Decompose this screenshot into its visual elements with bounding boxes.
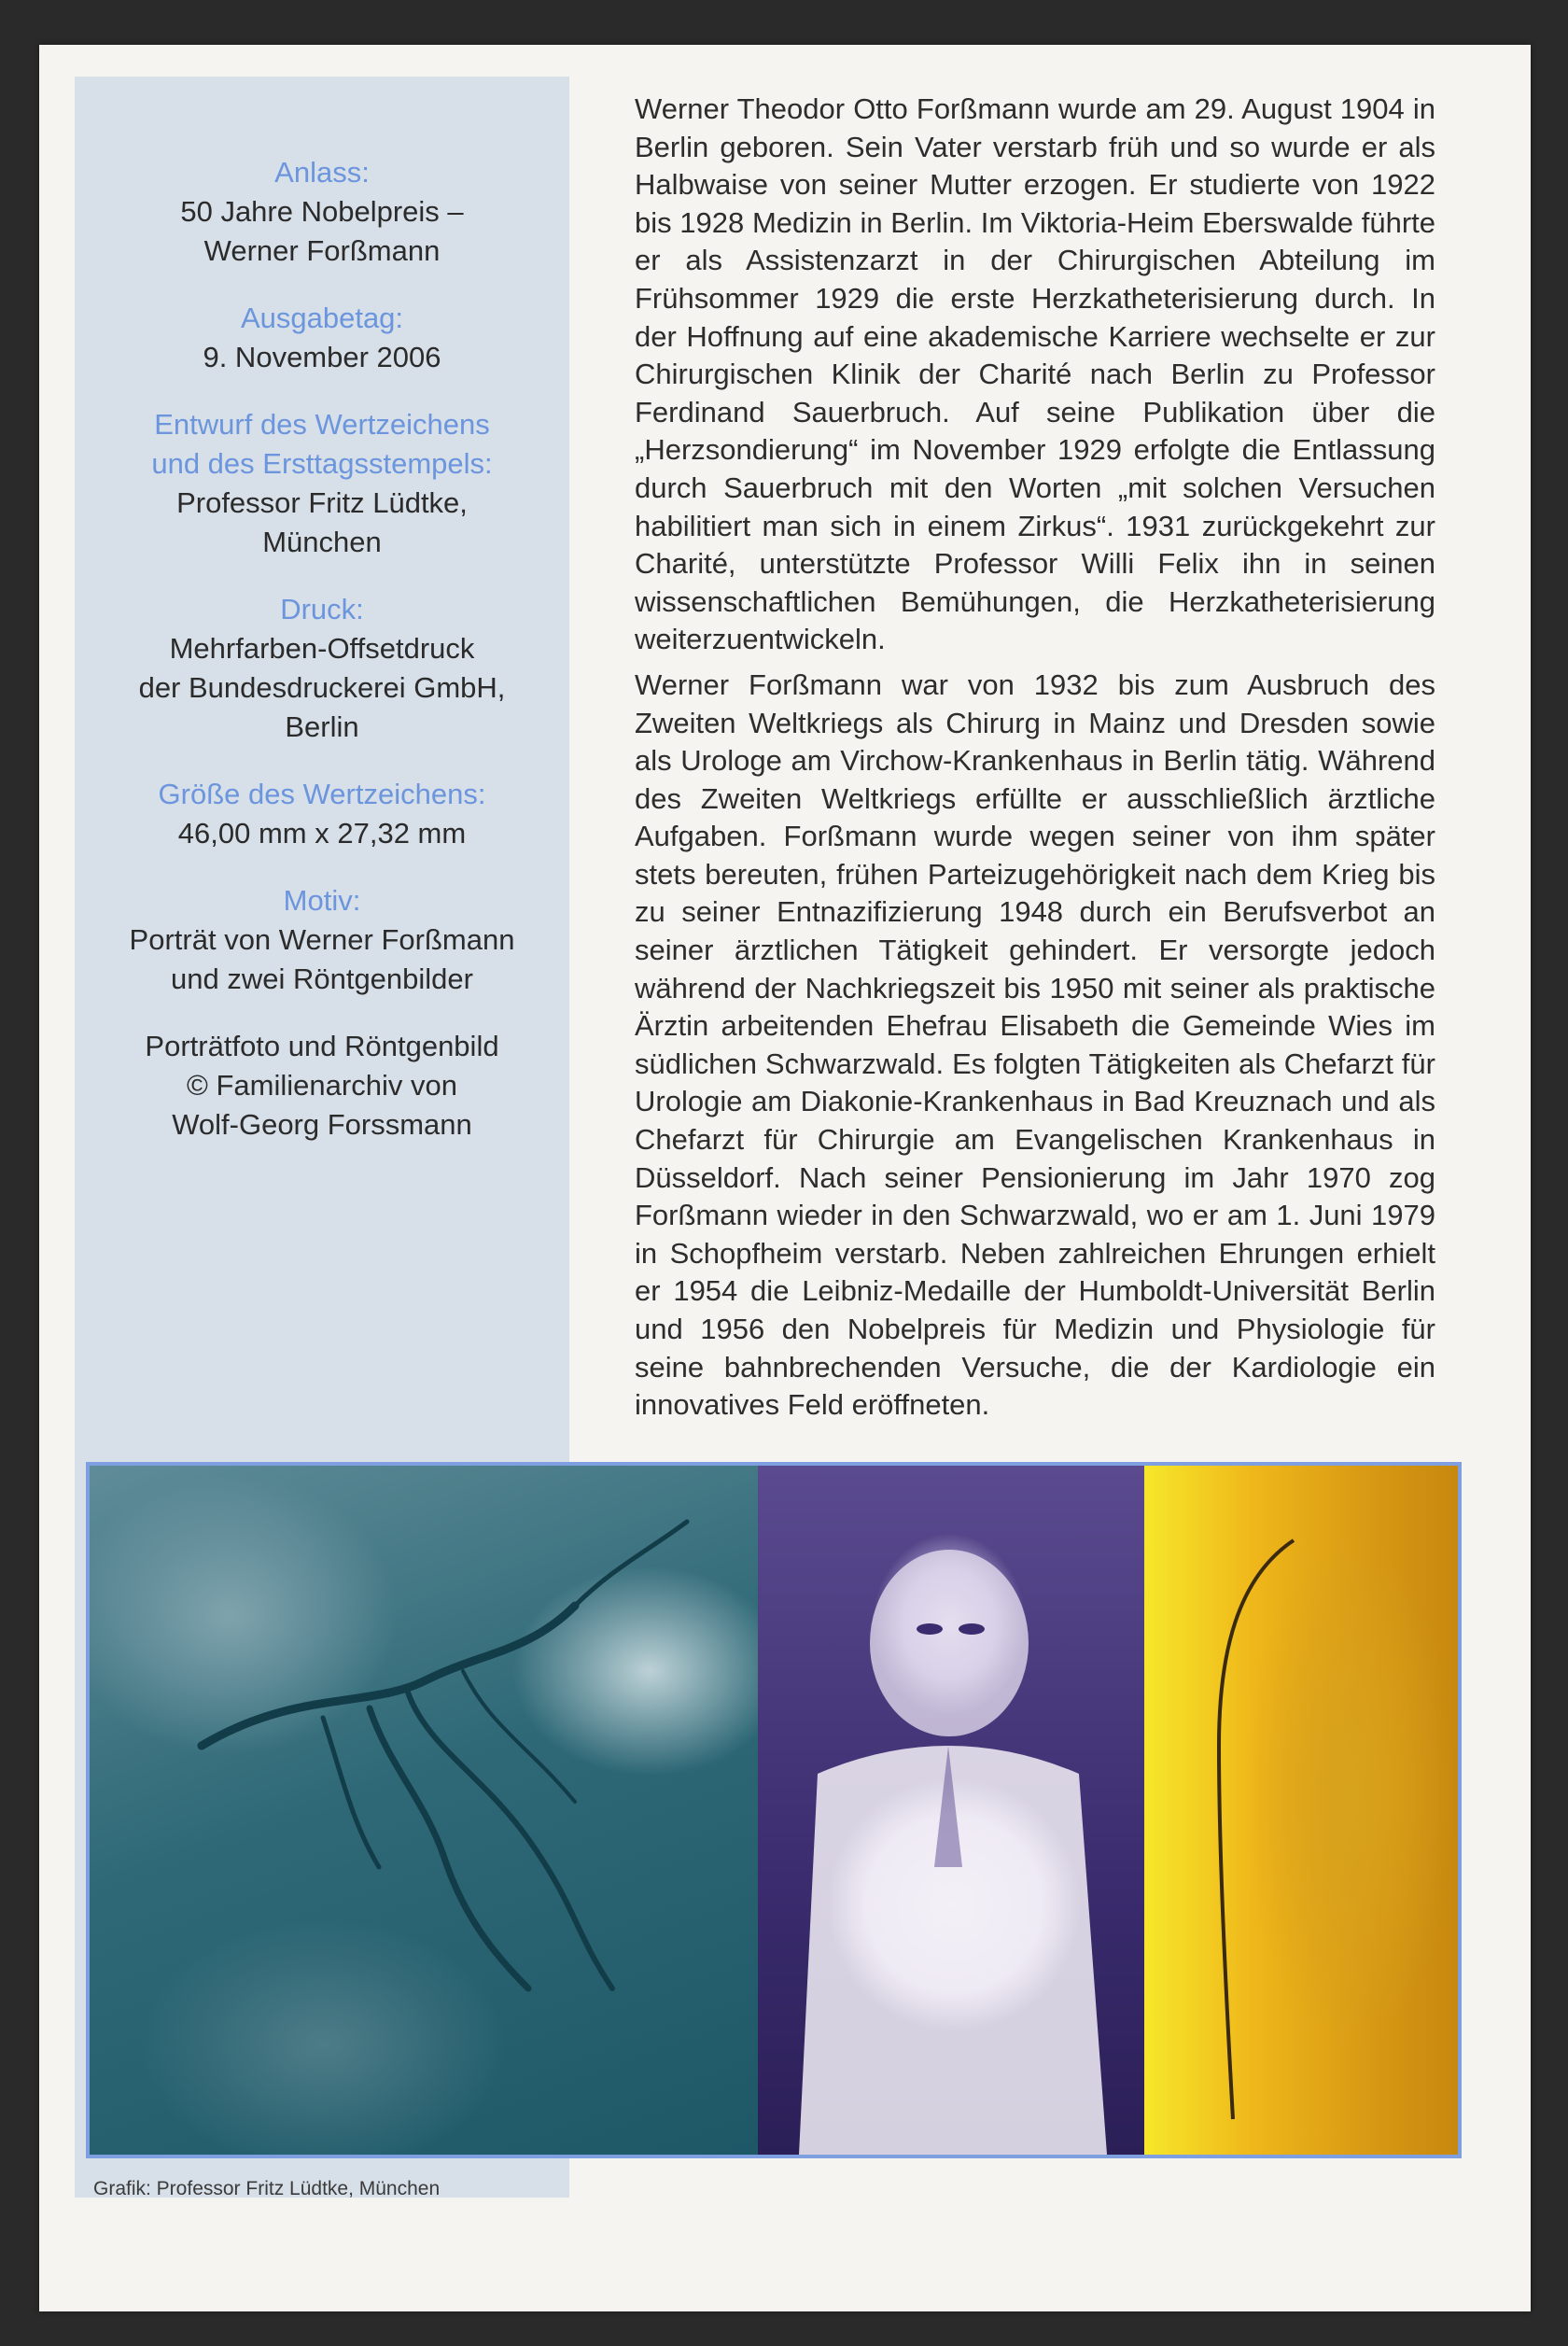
info-label: Ausgabetag: [240, 302, 404, 334]
figure-caption: Grafik: Professor Fritz Lüdtke, München [93, 2178, 441, 2199]
info-value: und zwei Röntgenbilder [171, 962, 473, 995]
info-label: Entwurf des Wertzeichens und des Ersttagsstempels: [151, 408, 493, 480]
info-value: der Bundesdruckerei GmbH, [138, 671, 506, 704]
info-occasion [93, 153, 551, 271]
info-value: Professor Fritz Lüdtke, [176, 486, 468, 519]
credit-line: Wolf-Georg Forssmann [172, 1108, 472, 1141]
info-print [93, 590, 551, 747]
info-motif [93, 881, 551, 999]
info-value: Werner Forßmann [203, 234, 441, 267]
info-value: Porträt von Werner Forßmann [129, 923, 515, 956]
info-label: Motiv: [283, 884, 361, 917]
info-value: 9. November 2006 [203, 341, 441, 373]
info-label: Größe des Wertzeichens: [158, 778, 486, 810]
info-value: 50 Jahre Nobelpreis – [180, 195, 464, 228]
stamp-info-list [93, 153, 551, 1145]
credit-line: © Familienarchiv von [187, 1069, 457, 1102]
info-value: 46,00 mm x 27,32 mm [177, 817, 467, 850]
biography-text [635, 91, 1435, 1432]
info-issue-date [93, 299, 551, 377]
portrait-silhouette [799, 1550, 1107, 2155]
credit-line: Porträtfoto und Röntgenbild [145, 1030, 499, 1062]
info-value: Mehrfarben-Offsetdruck [169, 632, 475, 665]
photo-credit [93, 1027, 551, 1145]
info-size [93, 775, 551, 853]
catheter-line [1219, 1540, 1294, 2119]
info-label: Anlass: [274, 156, 370, 189]
info-value: Berlin [285, 710, 359, 743]
artwork-overlay [90, 1466, 1458, 2155]
info-label: Druck: [280, 593, 364, 625]
info-value: München [262, 526, 382, 558]
coronary-vessels [202, 1522, 687, 1988]
info-design [93, 405, 551, 562]
stamp-artwork [86, 1462, 1462, 2158]
biography-paragraph: Werner Forßmann war von 1932 bis zum Ausbruch des Zweiten Weltkriegs als Chirurg in Mainz und Dresden sowie als Urologe am Virchow-Krankenhaus in Berlin tätig. Während des Zweiten Weltkriegs erfüllte er ausschließlich ärztliche Aufgaben. Forßmann wurde wegen seiner von ihm später stets bereuten, frühen Parteizugehörigkeit nach dem Krieg bis zu seiner Entnazifizierung 1948 durch ein Berufsverbot an seiner ärztlichen Tätigkeit gehindert. Er versorgte jedoch während der Nachkriegszeit bis 1950 mit seiner als praktische Ärztin arbeitenden Ehefrau Elisabeth die Gemeinde Wies im südlichen Schwarzwald. Es folgten Tätigkeiten als Chefarzt für Urologie am Diakonie-Krankenhaus in Bad Kreuznach und als Chefarzt für Chirurgie am Evangelischen Krankenhaus in Düsseldorf. Nach seiner Pensionierung im Jahr 1970 zog Forßmann wieder in den Schwarzwald, wo er am 1. Juni 1979 in Schopfheim verstarb. Neben zahlreichen Ehrungen erhielt er 1954 die Leibniz-Medaille der Humboldt-Universität Berlin und 1956 den Nobelpreis für Medizin und Physiologie für seine bahnbrechenden Versuche, die der Kardiologie ein innovatives Feld eröffneten. [635, 667, 1435, 1422]
biography-paragraph: Werner Theodor Otto Forßmann wurde am 29. August 1904 in Berlin geboren. Sein Vater verstarb früh und so wurde er als Halbwaise von seiner Mutter erzogen. Er studierte von 1922 bis 1928 Medizin in Berlin. Im Viktoria-Heim Eberswalde führte er als Assistenzarzt in der Chirurgischen Abteilung im Frühsommer 1929 die erste Herzkatheterisierung durch. In der Hoffnung auf eine akademische Karriere wechselte er zur Chirurgischen Klinik der Charité nach Berlin zu Professor Ferdinand Sauerbruch. Auf seine Publikation über die „Herzsondierung“ im November 1929 erfolgte die Entlassung durch Sauerbruch mit den Worten „mit solchen Versuchen habilitiert man sich in einem Zirkus“. 1931 zurückgekehrt zur Charité, unterstützte Professor Willi Felix ihn in seinen wissenschaftlichen Bemühungen, die Herzkatheterisierung weiterzuentwickeln. [635, 92, 1435, 656]
